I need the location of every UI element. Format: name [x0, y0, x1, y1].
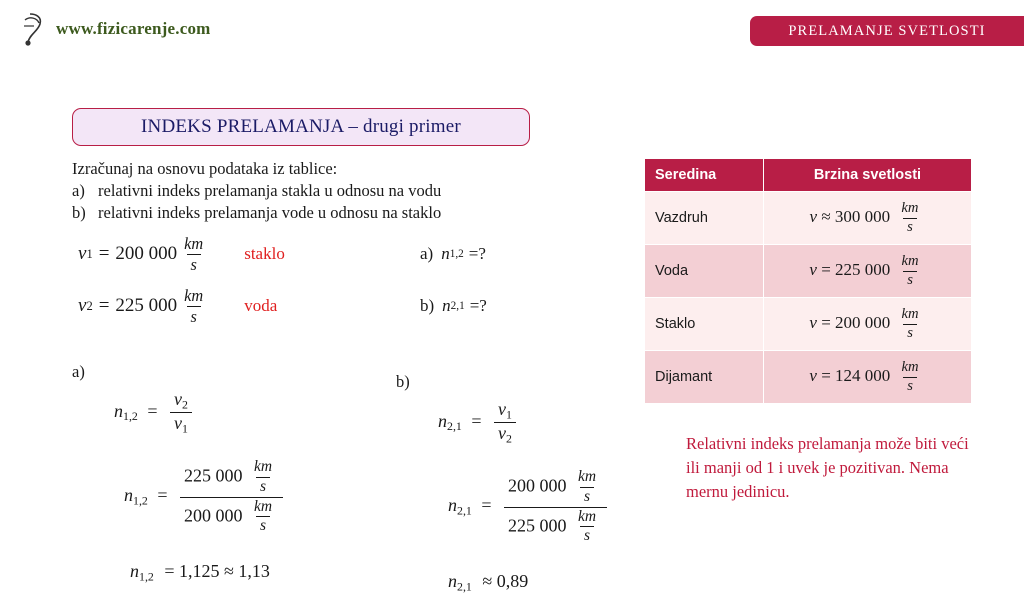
given-symbol: v — [78, 295, 87, 316]
ask-symbol: n — [441, 244, 450, 263]
given-symbol: v — [78, 243, 87, 264]
given-row — [78, 228, 618, 280]
given-value: 225 000 — [115, 295, 178, 316]
calc-den: 200 000 $\frac{km}{s}$ — [180, 497, 283, 535]
result-symbol: n — [130, 561, 139, 582]
result-value: ≈ 0,89 — [482, 571, 529, 592]
given-equals: = — [98, 295, 110, 316]
page-title-label: INDEKS PRELAMANJA – drugi primer — [141, 116, 461, 137]
given-unit-num: km — [184, 285, 204, 305]
task-text — [72, 158, 612, 224]
note-text: Relativni indeks prelamanja može biti veći ili manji od 1 i uvek je pozitivan. Nema mernu jedinicu. — [686, 434, 969, 501]
given-material-label: voda — [244, 296, 278, 315]
formula-symbol: n — [438, 410, 447, 431]
table-row — [645, 245, 972, 298]
calc-index: 2,1 — [457, 503, 472, 518]
solution-a-formula — [114, 390, 402, 435]
task-item-label: relativni indeks prelamanja vode u odnosu na staklo — [98, 203, 442, 222]
given-index: 2 — [86, 298, 93, 313]
formula-num: $v_2$ — [174, 389, 188, 412]
solution-a-substitution — [124, 459, 402, 535]
result-index: 1,2 — [139, 569, 154, 584]
site-url: www.fizicarenje.com — [56, 19, 211, 38]
calc-num: 225 000 $\frac{km}{s}$ — [184, 458, 273, 495]
physics-pendulum-logo-icon — [22, 12, 48, 46]
table-cell-medium: Voda — [645, 245, 764, 298]
ask-question: =? — [468, 244, 486, 263]
table-cell-medium: Staklo — [645, 298, 764, 351]
given-equals: = — [98, 243, 110, 264]
calc-equals: = — [157, 485, 168, 506]
given-unit-den: s — [187, 254, 201, 274]
calc-index: 1,2 — [133, 493, 148, 508]
task-item-label: relativni indeks prelamanja stakla u odnosu na vodu — [98, 181, 442, 200]
solution-a — [72, 362, 402, 584]
site-logo — [22, 12, 211, 46]
solution-b — [396, 372, 726, 594]
given-unit-den: s — [187, 306, 201, 326]
table-cell-medium: Vazdruh — [645, 192, 764, 245]
solution-b-tag: b) — [396, 372, 410, 391]
given-row — [78, 280, 618, 332]
formula-equals: = — [147, 400, 158, 421]
task-item-marker: b) — [72, 203, 86, 222]
ask-row — [420, 228, 487, 280]
speed-of-light-table — [644, 158, 972, 404]
solution-b-substitution — [448, 469, 726, 545]
table-header-speed: Brzina svetlosti — [764, 159, 972, 192]
calc-symbol: n — [124, 485, 133, 506]
table-cell-speed: v = 200 000 $\frac{km}{s}$ — [764, 298, 972, 351]
formula-symbol: n — [114, 400, 123, 421]
formula-den: $v_1$ — [170, 412, 192, 435]
given-index: 1 — [86, 246, 93, 261]
given-unit-num: km — [184, 233, 204, 253]
solution-a-tag: a) — [72, 362, 85, 381]
given-unit — [180, 235, 207, 273]
task-intro: Izračunaj na osnovu podataka iz tablice: — [72, 159, 338, 178]
ask-index: 1,2 — [449, 248, 464, 260]
ask-question: =? — [469, 296, 487, 315]
formula-index: 1,2 — [123, 409, 138, 424]
formula-num: $v_1$ — [498, 399, 512, 422]
table-cell-speed: v ≈ 300 000 $\frac{km}{s}$ — [764, 192, 972, 245]
task-item — [72, 202, 612, 224]
ask-index: 2,1 — [450, 300, 465, 312]
topic-banner — [750, 16, 1024, 46]
given-value: 200 000 — [115, 243, 178, 264]
calc-num: 200 000 $\frac{km}{s}$ — [508, 468, 597, 505]
calc-equals: = — [481, 495, 492, 516]
topic-banner-label: PRELAMANJE SVETLOSTI — [788, 22, 986, 39]
result-symbol: n — [448, 571, 457, 592]
formula-den: $v_2$ — [494, 422, 516, 445]
calc-fraction — [504, 469, 607, 545]
solution-a-result — [130, 561, 402, 584]
table-row — [645, 298, 972, 351]
ask-marker: b) — [420, 296, 435, 315]
formula-equals: = — [471, 410, 482, 431]
task-item-marker: a) — [72, 181, 85, 200]
solution-b-formula — [438, 400, 726, 445]
calc-symbol: n — [448, 495, 457, 516]
ask-row — [420, 280, 487, 332]
givens-list — [78, 228, 618, 332]
ask-marker: a) — [420, 244, 434, 263]
given-material-label: staklo — [244, 244, 285, 263]
formula-index: 2,1 — [447, 419, 462, 434]
given-unit — [180, 287, 207, 325]
table-row — [645, 351, 972, 404]
table-cell-speed: v = 225 000 $\frac{km}{s}$ — [764, 245, 972, 298]
calc-fraction — [180, 459, 283, 535]
result-index: 2,1 — [457, 579, 472, 594]
result-value: = 1,125 ≈ 1,13 — [164, 561, 270, 582]
ask-symbol: n — [442, 296, 451, 315]
solution-b-result — [448, 571, 726, 594]
formula-fraction — [170, 390, 192, 435]
asks-list — [420, 228, 487, 332]
table-row — [645, 192, 972, 245]
table-header-row — [645, 159, 972, 192]
table-header-medium: Seredina — [645, 159, 764, 192]
page-title — [72, 108, 530, 146]
calc-den: 225 000 $\frac{km}{s}$ — [504, 507, 607, 545]
task-item — [72, 180, 612, 202]
formula-fraction — [494, 400, 516, 445]
table-cell-speed: v = 124 000 $\frac{km}{s}$ — [764, 351, 972, 404]
table-cell-medium: Dijamant — [645, 351, 764, 404]
